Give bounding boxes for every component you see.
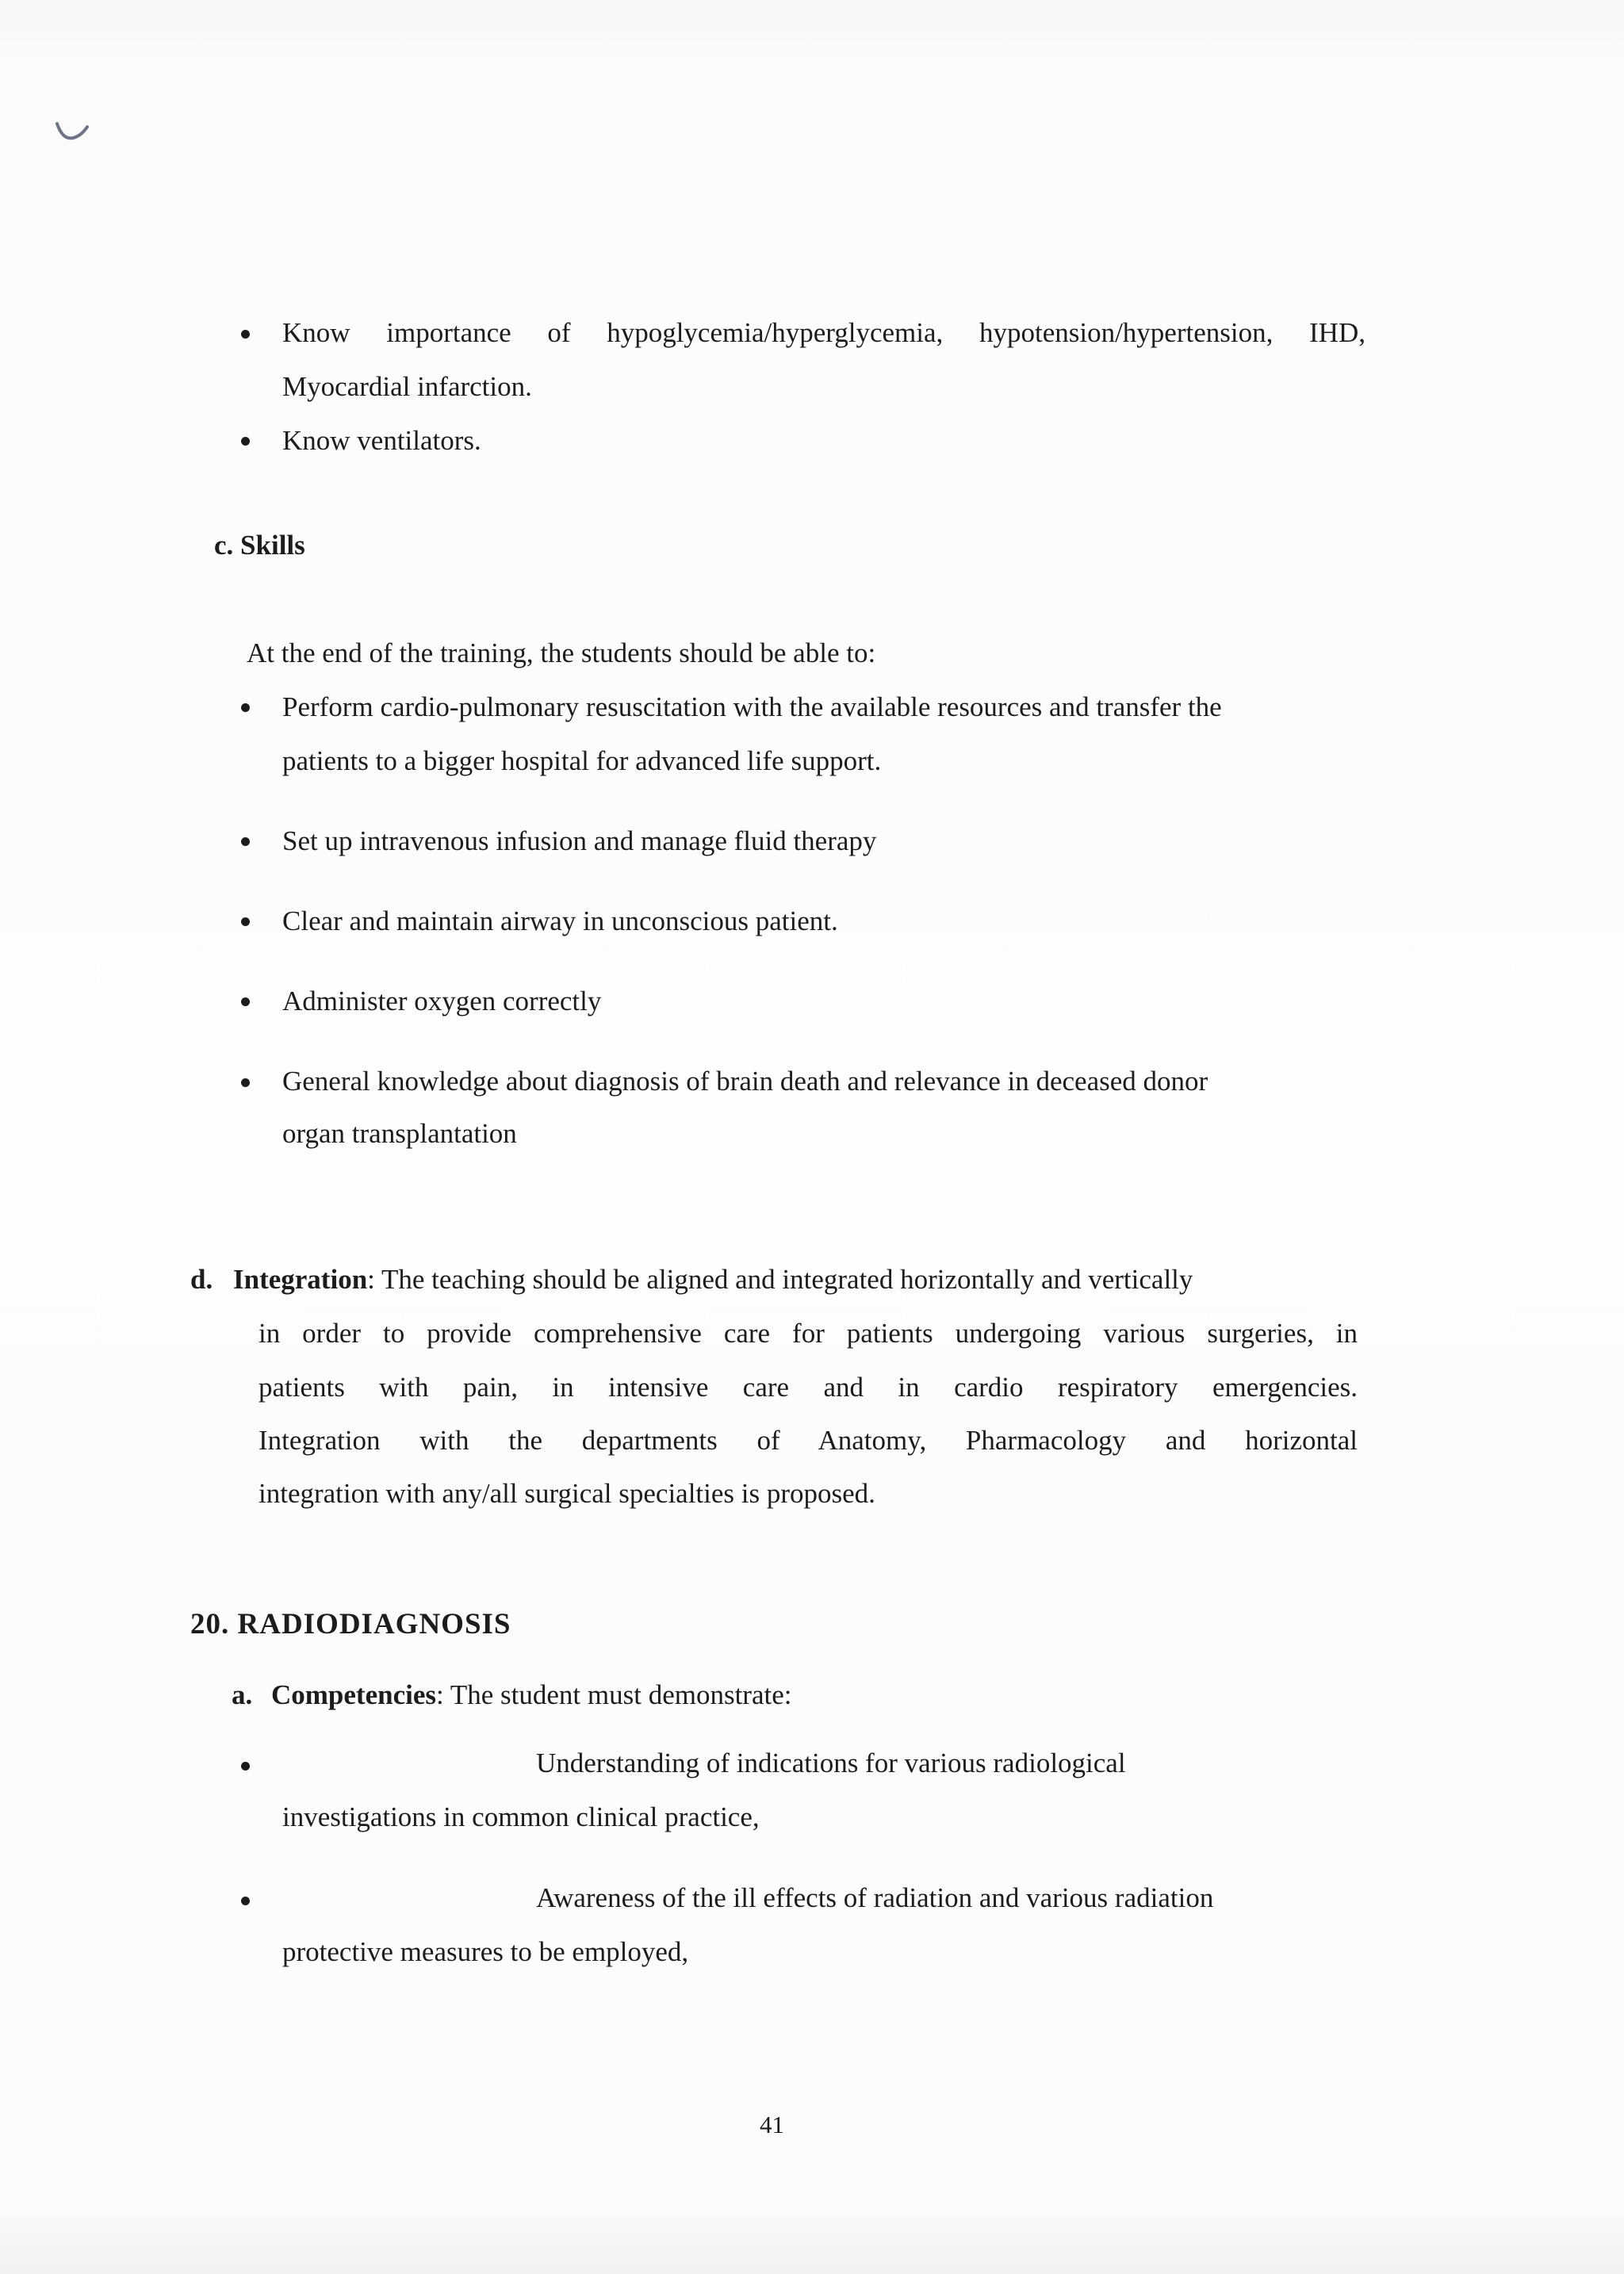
bullet-text-line: Myocardial infarction. xyxy=(282,371,532,402)
integration-line: integration with any/all surgical specialties is proposed. xyxy=(259,1478,875,1509)
skill-item-line: patients to a bigger hospital for advanced life support. xyxy=(282,745,882,776)
bullet-dot xyxy=(241,917,250,926)
section-heading-radiodiagnosis: 20. RADIODIAGNOSIS xyxy=(190,1608,511,1640)
bullet-dot xyxy=(241,437,250,446)
bullet-text-line: Know importance of hypoglycemia/hyperglycemia, hypotension/hypertension, IHD, xyxy=(282,317,1365,348)
scan-mark xyxy=(54,119,90,146)
integration-line: patients with pain, in intensive care and in cardio respiratory emergencies. xyxy=(259,1372,1358,1403)
integration-line: in order to provide comprehensive care for patients undergoing various surgeries, in xyxy=(259,1318,1358,1349)
skill-item-line: Administer oxygen correctly xyxy=(282,986,602,1016)
bullet-dot xyxy=(241,1762,250,1771)
bullet-dot xyxy=(241,703,250,712)
skill-item-line: General knowledge about diagnosis of brain death and relevance in deceased donor xyxy=(282,1066,1208,1097)
competencies-line xyxy=(271,1679,791,1711)
integration-line: Integration with the departments of Anatomy, Pharmacology and horizontal xyxy=(259,1425,1358,1456)
bullet-dot xyxy=(241,997,250,1006)
skill-item-line: Perform cardio-pulmonary resuscitation with the available resources and transfer the xyxy=(282,691,1222,722)
skill-item-line: Set up intravenous infusion and manage fluid therapy xyxy=(282,825,877,856)
skill-item-line: organ transplantation xyxy=(282,1118,517,1149)
integration-text: : The teaching should be aligned and integrated horizontally and vertically xyxy=(367,1264,1193,1295)
skills-intro: At the end of the training, the students should be able to: xyxy=(247,637,876,668)
skill-item-line: Clear and maintain airway in unconscious patient. xyxy=(282,905,838,936)
section-label-skills: c. Skills xyxy=(214,530,305,561)
radiodiagnosis-item-line: Awareness of the ill effects of radiation and various radiation xyxy=(536,1882,1214,1913)
competencies-term: Competencies xyxy=(271,1679,437,1710)
integration-term: Integration xyxy=(233,1264,368,1295)
integration-marker: d. xyxy=(190,1264,213,1295)
radiodiagnosis-item-line: protective measures to be employed, xyxy=(282,1936,689,1967)
competencies-marker: a. xyxy=(232,1679,253,1710)
radiodiagnosis-item-line: Understanding of indications for various radiological xyxy=(536,1748,1126,1778)
bullet-text-line: Know ventilators. xyxy=(282,425,481,456)
bullet-dot xyxy=(241,1897,250,1905)
bullet-dot xyxy=(241,1078,250,1087)
radiodiagnosis-item-line: investigations in common clinical practice, xyxy=(282,1801,760,1832)
page-number: 41 xyxy=(760,2111,784,2138)
competencies-text: : The student must demonstrate: xyxy=(436,1679,792,1710)
bullet-dot xyxy=(241,837,250,846)
bullet-dot xyxy=(241,330,250,339)
integration-first-line xyxy=(233,1264,1193,1296)
